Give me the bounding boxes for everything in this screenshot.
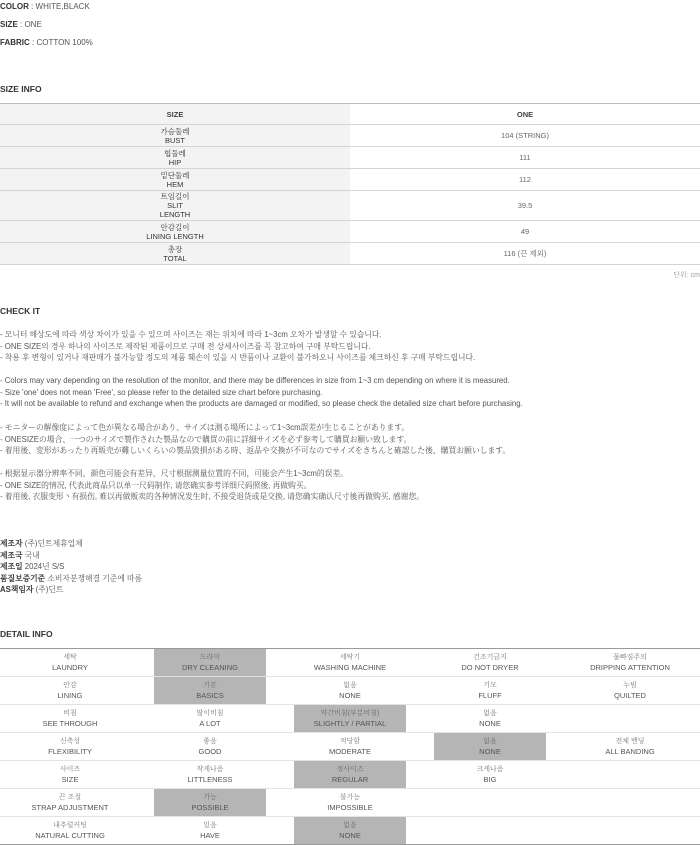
detail-en: FLUFF	[478, 690, 502, 700]
detail-en: IMPOSSIBLE	[327, 802, 373, 812]
detail-option	[560, 649, 700, 676]
detail-option	[280, 649, 420, 676]
detail-ko: 약간비침(부분비침)	[320, 710, 380, 717]
detail-ko: 기모	[483, 682, 497, 689]
table-row	[0, 104, 700, 125]
measure-ko: 트임길이	[160, 192, 190, 201]
detail-row	[0, 817, 700, 845]
detail-ko: 있음	[203, 822, 217, 829]
measure-ko: 힙둘레	[164, 148, 186, 158]
detail-option	[420, 649, 560, 676]
detail-ko: 물빠짐주의	[613, 654, 647, 661]
spec-color	[0, 2, 90, 12]
detail-en: DO NOT DRYER	[461, 662, 519, 672]
detail-category	[0, 817, 140, 844]
detail-category	[0, 649, 140, 676]
detail-category	[0, 761, 140, 788]
detail-option	[560, 789, 700, 816]
detail-ko: 사이즈	[59, 766, 81, 773]
detail-ko: 많이비침	[196, 710, 224, 717]
detail-option	[280, 733, 420, 760]
detail-en: LINING	[57, 690, 83, 700]
detail-option	[280, 789, 420, 816]
detail-option	[140, 705, 280, 732]
detail-ko: 건조기금지	[473, 654, 507, 661]
spec-value: : COTTON 100%	[29, 38, 93, 47]
check-line: - 着用後, 衣服变形丶有损伤, 难以再做贩卖的各种情况发生时, 不接受退货或是交换, 请您确实确认尺寸後再做购买, 感谢您。	[0, 492, 425, 502]
detail-option	[420, 761, 560, 788]
detail-row	[0, 677, 700, 705]
detail-ko: 내추럴커팅	[53, 822, 87, 829]
mfr-label: 제조일	[0, 562, 23, 572]
detail-en: NATURAL CUTTING	[35, 830, 105, 840]
detail-ko: 누빔	[623, 682, 637, 689]
measure-label	[0, 191, 350, 221]
detail-option	[420, 705, 560, 732]
measure-en: TOTAL	[163, 253, 187, 263]
check-group-japanese	[0, 422, 510, 457]
table-row	[0, 243, 700, 265]
check-line: - ONE SIZE의 경우 하나의 사이즈로 제작된 제품이므로 구매 전 상세사이즈를 꼭 참고하여 구매 부탁드립니다.	[0, 341, 371, 351]
spec-value: : WHITE,BLACK	[28, 2, 90, 11]
check-line: - 着用後、変形があったり再販売が難しいくらいの製品毀損がある時、返品や交換が不可なのでサイズをきちんと確認した後、購買お願いします。	[0, 446, 511, 456]
size-unit: 단위: cm	[673, 272, 700, 279]
detail-en: SLIGHTLY / PARTIAL	[313, 718, 387, 728]
measure-label	[0, 221, 350, 243]
check-group-chinese	[0, 468, 424, 503]
detail-option-selected	[140, 649, 280, 676]
detail-en: WASHING MACHINE	[313, 662, 387, 672]
detail-row	[0, 649, 700, 677]
detail-option	[560, 817, 700, 844]
detail-en: NONE	[339, 690, 361, 700]
spec-label: FABRIC	[0, 38, 30, 47]
detail-ko: 없음	[483, 710, 497, 717]
mfr-value: (주)딘트	[33, 585, 64, 595]
detail-en: QUILTED	[614, 690, 646, 700]
detail-en: LAUNDRY	[52, 662, 88, 672]
detail-en: ALL BANDING	[605, 746, 655, 756]
check-line: - ONESIZEの場合、一つのサイズで製作された製品なので購買の前に詳細サイズを必ず参考して購買お願い致します。	[0, 434, 412, 444]
detail-option-selected	[280, 761, 420, 788]
mfr-row	[0, 573, 142, 585]
detail-en: SIZE	[61, 774, 79, 784]
measure-value: 49	[350, 221, 700, 243]
size-table	[0, 103, 700, 265]
detail-ko: 불가능	[339, 794, 361, 801]
mfr-row	[0, 550, 142, 562]
detail-row	[0, 705, 700, 733]
mfr-value: 2024년 S/S	[22, 562, 65, 572]
detail-en: BASICS	[196, 690, 224, 700]
detail-en: BIG	[483, 774, 497, 784]
table-row	[0, 125, 700, 147]
detail-ko: 안감	[63, 682, 77, 689]
spec-label: SIZE	[0, 20, 18, 29]
mfr-row	[0, 538, 142, 550]
detail-en: STRAP ADJUSTMENT	[31, 802, 109, 812]
check-line: - Colors may vary depending on the resolution of the monitor, and there may be differences in size from 1~3 cm depending on where it is measured.	[0, 376, 510, 385]
detail-ko: 전체 밴딩	[615, 738, 645, 745]
detail-en: GOOD	[198, 746, 222, 756]
mfr-value: (주)딘트제휴업체	[22, 539, 83, 548]
measure-en: BUST	[164, 135, 185, 145]
detail-ko: 세탁기	[339, 654, 361, 661]
detail-option	[420, 817, 560, 844]
measure-ko: 가슴둘레	[160, 126, 190, 136]
detail-row	[0, 789, 700, 817]
detail-option	[140, 817, 280, 844]
detail-ko: 끈 조절	[58, 794, 82, 801]
detail-info-title: DETAIL INFO	[0, 629, 53, 639]
measure-en: HIP	[168, 157, 182, 167]
detail-grid	[0, 648, 700, 845]
detail-option	[420, 677, 560, 704]
measure-label	[0, 243, 350, 265]
mfr-label: AS책임자	[0, 585, 34, 595]
detail-row	[0, 761, 700, 789]
detail-en: NONE	[479, 718, 501, 728]
measure-ko: 안감길이	[160, 222, 190, 232]
detail-option-selected	[140, 677, 280, 704]
check-line: - It will not be available to refund and exchange when the products are damaged or modified, so please check the detailed size chart before purchasing.	[0, 399, 523, 409]
check-it-title: CHECK IT	[0, 306, 41, 316]
detail-option	[560, 733, 700, 760]
detail-category	[0, 733, 140, 760]
detail-en: A LOT	[199, 718, 221, 728]
detail-ko: 가능	[203, 794, 217, 801]
measure-value: 104 (STRING)	[350, 125, 700, 147]
detail-category	[0, 705, 140, 732]
detail-row	[0, 733, 700, 761]
detail-option	[560, 705, 700, 732]
detail-en: SEE THROUGH	[42, 718, 98, 728]
measure-value: 116 (끈 제외)	[350, 243, 700, 265]
measure-label	[0, 147, 350, 169]
measure-label	[0, 169, 350, 191]
mfr-value: 소비자분쟁해결 기준에 따름	[45, 573, 143, 583]
table-row	[0, 169, 700, 191]
mfr-label: 제조자	[0, 539, 23, 548]
check-group-english	[0, 375, 523, 410]
detail-en: LITTLENESS	[187, 774, 233, 784]
spec-size	[0, 20, 42, 30]
table-row	[0, 191, 700, 221]
detail-option-selected	[280, 705, 420, 732]
manufacturer-info	[0, 538, 142, 596]
mfr-row	[0, 561, 142, 573]
detail-en: HAVE	[200, 830, 220, 840]
detail-option	[420, 789, 560, 816]
mfr-label: 제조국	[0, 550, 23, 560]
detail-ko: 적당함	[339, 738, 361, 745]
spec-label: COLOR	[0, 2, 29, 11]
check-group-korean	[0, 329, 475, 364]
check-line: - 착용 후 변형이 있거나 재판매가 불가능할 정도의 제품 훼손이 있을 시 반품이나 교환이 불가하오니 사이즈를 체크하신 후 구매 부탁드립니다.	[0, 353, 476, 363]
detail-category	[0, 677, 140, 704]
detail-en: REGULAR	[331, 774, 369, 784]
detail-en: NONE	[339, 830, 361, 840]
detail-en: FLEXIBILITY	[48, 746, 92, 756]
mfr-label: 품질보증기준	[0, 573, 46, 583]
detail-en: MODERATE	[329, 746, 371, 756]
spec-fabric	[0, 38, 93, 48]
detail-ko: 신축성	[59, 738, 81, 745]
detail-ko: 좋음	[203, 738, 217, 745]
table-row	[0, 147, 700, 169]
detail-option	[140, 761, 280, 788]
spec-value: : ONE	[17, 20, 42, 29]
detail-option	[560, 761, 700, 788]
mfr-row	[0, 584, 142, 596]
detail-ko: 비침	[63, 710, 77, 717]
detail-option	[280, 677, 420, 704]
detail-option	[560, 677, 700, 704]
detail-ko: 드라이	[199, 654, 221, 661]
check-line: - Size 'one' does not mean 'Free', so please refer to the detailed size chart before purchasing.	[0, 387, 323, 397]
detail-ko: 크게나옴	[476, 766, 504, 773]
detail-category	[0, 789, 140, 816]
measure-value: 112	[350, 169, 700, 191]
size-info-title: SIZE INFO	[0, 84, 42, 94]
table-row	[0, 221, 700, 243]
measure-value: 111	[350, 147, 700, 169]
measure-en: SLIT	[167, 201, 183, 210]
detail-option-selected	[420, 733, 560, 760]
detail-en: DRY CLEANING	[182, 662, 238, 672]
detail-option-selected	[140, 789, 280, 816]
detail-option	[140, 733, 280, 760]
check-line: - 모니터 해상도에 따라 색상 차이가 있을 수 있으며 사이즈는 재는 위치에 따라 1~3cm 오차가 발생할 수 있습니다.	[0, 330, 382, 339]
detail-en: POSSIBLE	[191, 802, 229, 812]
measure-ko: 총장	[167, 244, 183, 254]
measure-ko: 밑단둘레	[160, 170, 190, 180]
detail-en: NONE	[479, 746, 501, 756]
detail-en: DRIPPING ATTENTION	[590, 662, 670, 672]
mfr-value: 국내	[22, 550, 40, 560]
detail-ko: 없음	[343, 822, 357, 829]
size-header-value: ONE	[350, 104, 700, 125]
measure-en: LINING LENGTH	[146, 231, 204, 241]
measure-value: 39.5	[350, 191, 700, 221]
detail-ko: 정사이즈	[336, 766, 364, 773]
measure-label	[0, 125, 350, 147]
measure-en: HEM	[166, 179, 184, 189]
detail-ko: 없음	[483, 738, 497, 745]
size-header-label: SIZE	[0, 104, 350, 125]
check-line: - モニターの解像度によって色が異なる場合があり、サイズは測る場所によって1~3cm誤差が生じることがあります。	[0, 423, 410, 432]
detail-ko: 없음	[343, 682, 357, 689]
detail-ko: 작게나옴	[196, 766, 224, 773]
check-line: - ONE SIZE的情况, 代表此商品只以单一尺码制作, 请您确实参考详细尺码照後, 再做购买。	[0, 480, 312, 490]
check-line: - 根据显示器分辨率不同，颜色可能会有差异，尺寸根据测量位置的不同，可能会产生1~3cm的误差。	[0, 469, 349, 478]
detail-ko: 기본	[203, 682, 217, 689]
measure-en: LENGTH	[159, 210, 191, 219]
detail-ko: 세탁	[63, 654, 77, 661]
detail-option-selected	[280, 817, 420, 844]
